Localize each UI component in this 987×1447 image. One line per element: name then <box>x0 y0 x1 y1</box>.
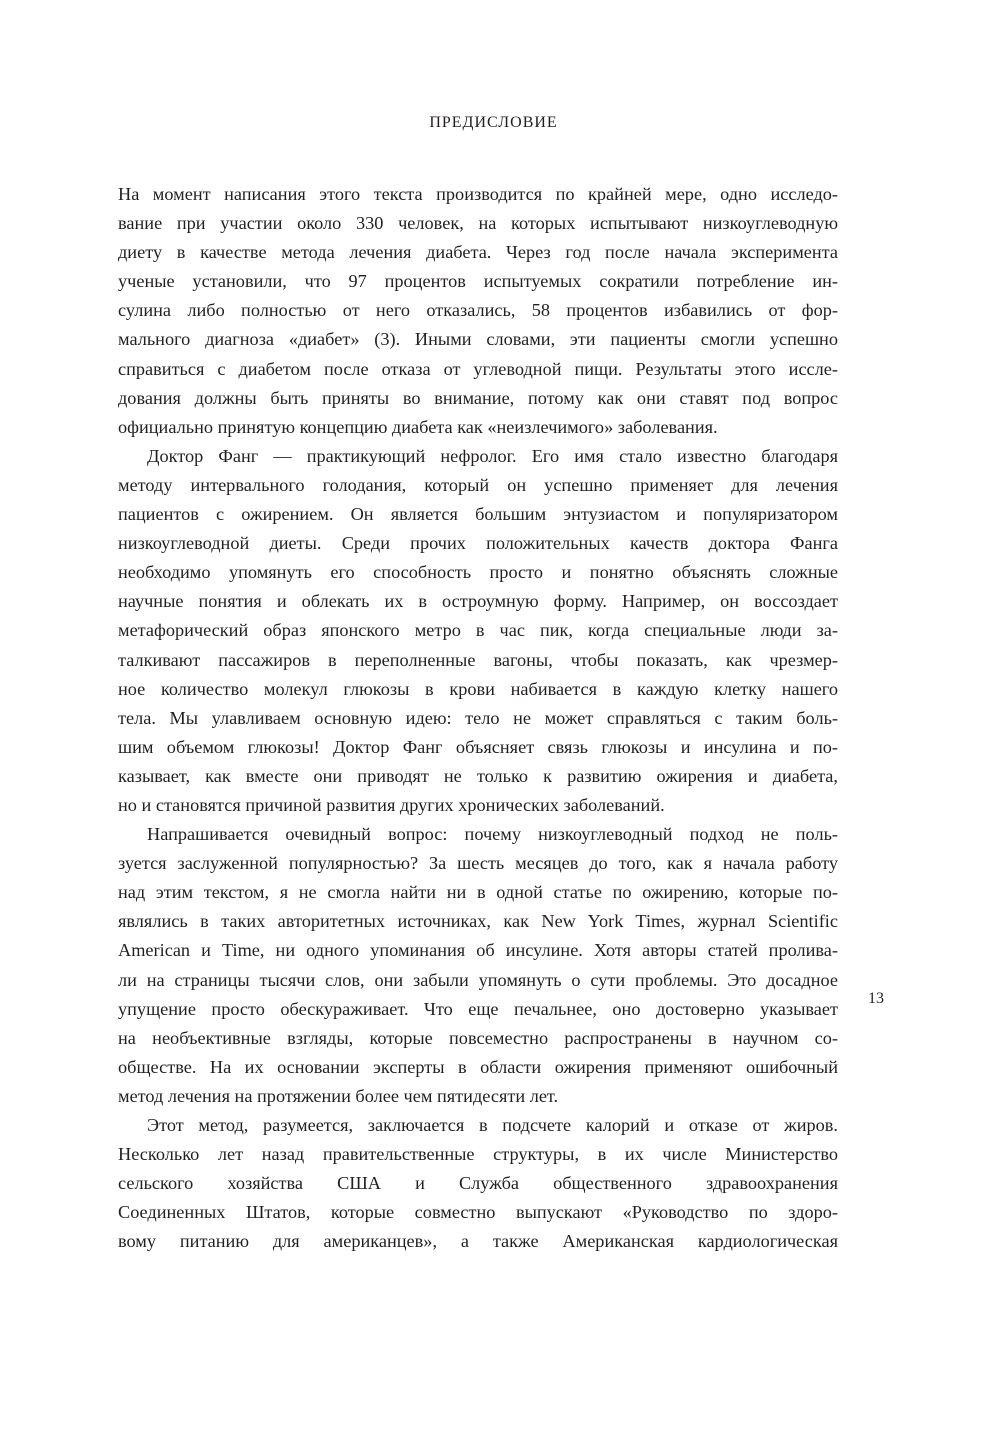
body-text <box>118 180 838 1256</box>
text-line: необходимо упомянуть его способность просто и понятно объяснять сложные <box>118 562 838 583</box>
text-line: сельского хозяйства США и Служба общественного здравоохранения <box>118 1173 838 1194</box>
text-line: тела. Мы улавливаем основную идею: тело не может справляться с таким боль- <box>118 707 838 728</box>
text-line: Соединенных Штатов, которые совместно выпускают «Руководство по здоро- <box>118 1202 838 1223</box>
paragraph <box>118 442 838 820</box>
text-line: обществе. На их основании эксперты в области ожирения применяют ошибочный <box>118 1056 838 1077</box>
text-line: Доктор Фанг — практикующий нефролог. Его имя стало известно благодаря <box>147 445 838 466</box>
text-line: но и становятся причиной развития других хронических заболеваний. <box>118 794 665 815</box>
text-line: Напрашивается очевидный вопрос: почему низкоуглеводный подход не поль- <box>147 824 838 845</box>
text-line: являлись в таких авторитетных источниках, как New York Times, журнал Scientific <box>118 911 838 932</box>
text-line: Этот метод, разумеется, заключается в подсчете калорий и отказе от жиров. <box>147 1115 838 1135</box>
text-line: дования должны быть приняты во внимание, потому как они ставят под вопрос <box>118 387 838 408</box>
paragraph <box>118 180 838 442</box>
text-line: зуется заслуженной популярностью? За шесть месяцев до того, как я начала работу <box>118 853 838 874</box>
text-line: диету в качестве метода лечения диабета. Через год после начала эксперимента <box>118 242 838 263</box>
text-line: справиться с диабетом после отказа от углеводной пищи. Результаты этого иссле- <box>118 358 838 379</box>
text-line: методу интервального голодания, который он успешно применяет для лечения <box>118 474 838 495</box>
text-line: ное количество молекул глюкозы в крови набивается в каждую клетку нашего <box>118 678 838 699</box>
text-line: пациентов с ожирением. Он является большим энтузиастом и популяризатором <box>118 504 838 525</box>
text-line: научные понятия и облекать их в остроумную форму. Например, он воссоздает <box>118 591 838 612</box>
text-line: Несколько лет назад правительственные структуры, в их числе Министерство <box>118 1144 838 1165</box>
text-line: На момент написания этого текста производится по крайней мере, одно исследо- <box>118 184 838 204</box>
paragraph <box>118 820 838 1111</box>
text-line: на необъективные взгляды, которые повсеместно распространены в научном со- <box>118 1027 838 1048</box>
text-line: официально принятую концепцию диабета как «неизлечимого» заболевания. <box>118 416 718 437</box>
text-line: сулина либо полностью от него отказались, 58 процентов избавились от фор- <box>118 300 838 321</box>
text-line: шим объемом глюкозы! Доктор Фанг объясняет связь глюкозы и инсулина и по- <box>118 736 838 757</box>
text-line: ли на страницы тысячи слов, они забыли упомянуть о сути проблемы. Это досадное <box>118 969 838 990</box>
text-line: мального диагноза «диабет» (3). Иными словами, эти пациенты смогли успешно <box>118 329 838 350</box>
text-line: упущение просто обескураживает. Что еще печальнее, оно достоверно указывает <box>118 998 838 1019</box>
text-line: ученые установили, что 97 процентов испытуемых сократили потребление ин- <box>118 271 838 292</box>
paragraph <box>118 1111 838 1256</box>
text-line: вому питанию для американцев», а также Американская кардиологическая <box>118 1231 838 1252</box>
text-line: низкоуглеводной диеты. Среди прочих положительных качеств доктора Фанга <box>118 533 838 554</box>
text-line: талкивают пассажиров в переполненные вагоны, чтобы показать, как чрезмер- <box>118 649 838 670</box>
text-line: метафорический образ японского метро в час пик, когда специальные люди за- <box>118 620 838 641</box>
text-line: American и Time, ни одного упоминания об инсулине. Хотя авторы статей пролива- <box>118 940 838 961</box>
text-line: над этим текстом, я не смогла найти ни в одной статье по ожирению, которые по- <box>118 882 838 903</box>
text-line: вание при участии около 330 человек, на которых испытывают низкоуглеводную <box>118 213 838 234</box>
text-line: казывает, как вместе они приводят не только к развитию ожирения и диабета, <box>118 765 838 786</box>
text-line: метод лечения на протяжении более чем пятидесяти лет. <box>118 1085 559 1106</box>
page-number: 13 <box>868 990 884 1007</box>
running-head: ПРЕДИСЛОВИЕ <box>429 114 558 131</box>
